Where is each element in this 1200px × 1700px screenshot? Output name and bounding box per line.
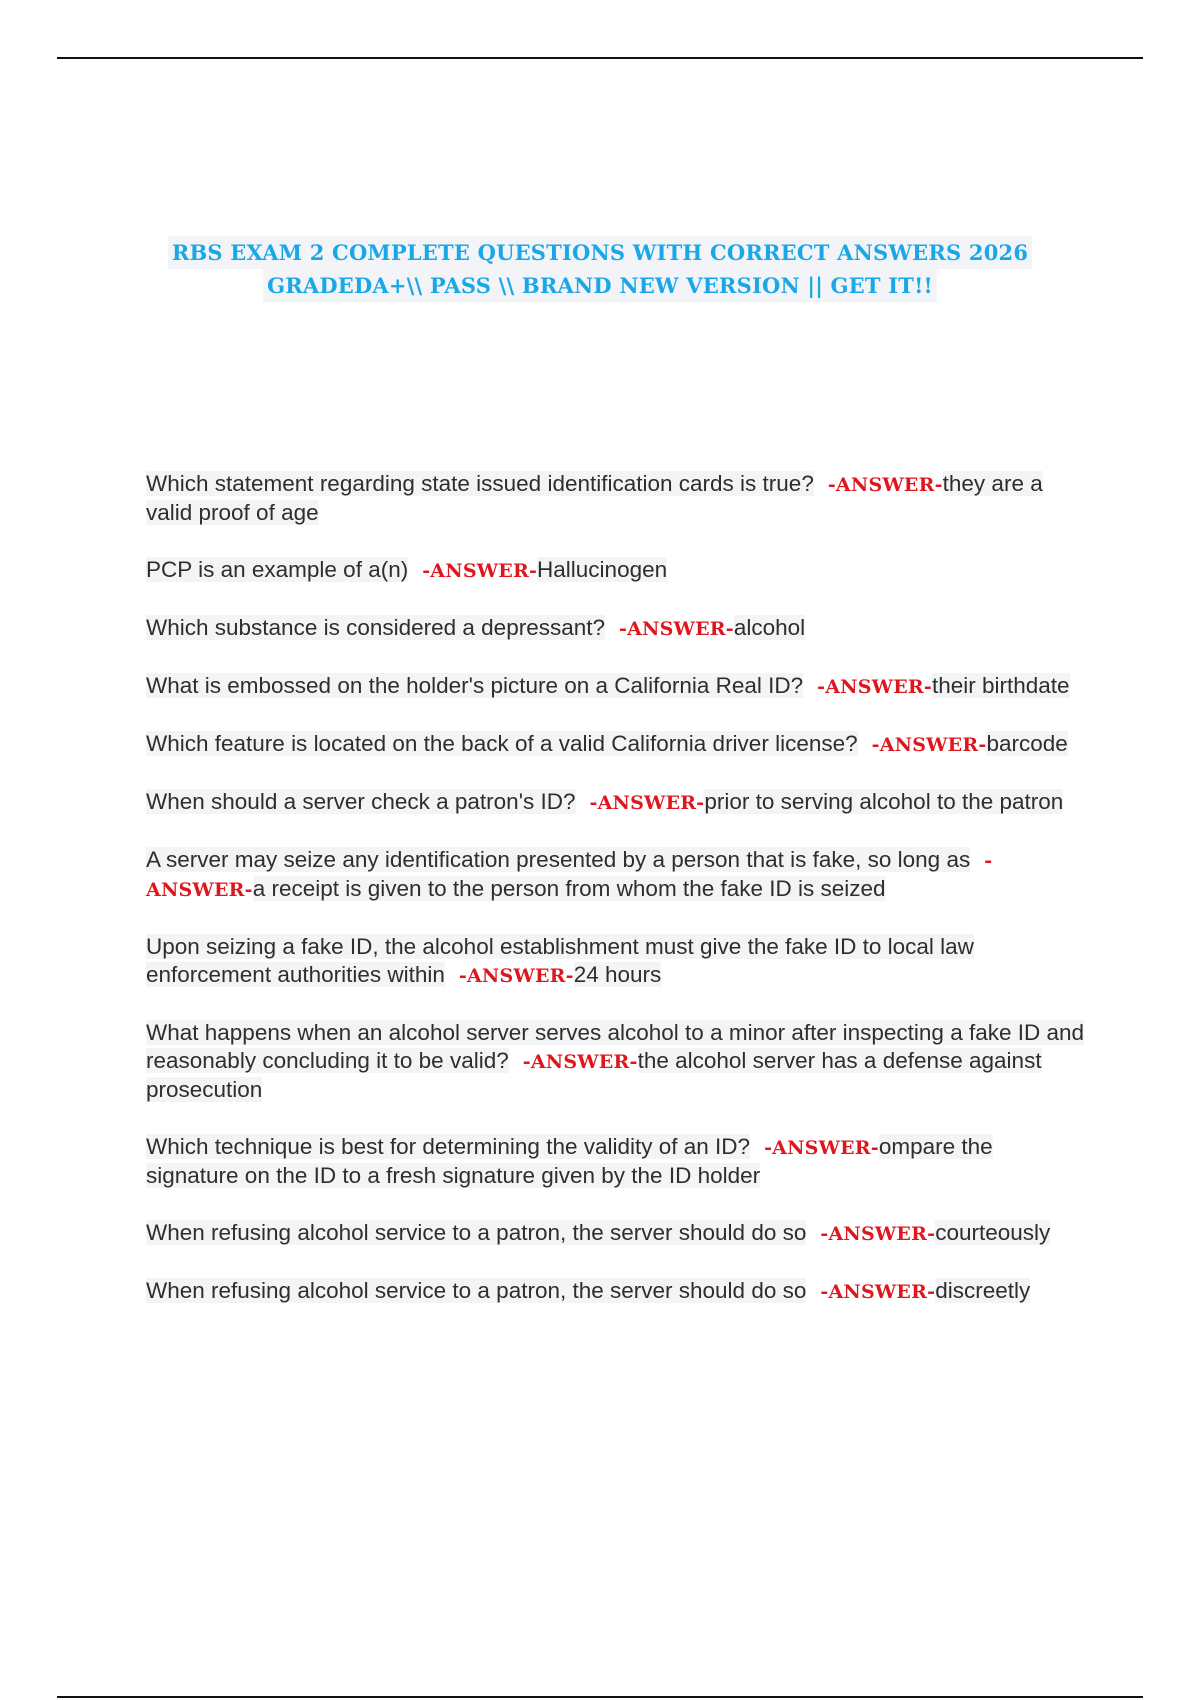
question-text: Which technique is best for determining the validity of an ID? [146, 1134, 751, 1159]
answer-text: their birthdate [931, 673, 1070, 698]
question-text: When refusing alcohol service to a patron, the server should do so [146, 1220, 807, 1245]
question-text: What happens when an alcohol server serves alcohol to a minor after inspecting a fake ID and reasonably concluding it to be valid? [146, 1020, 1085, 1073]
qa-item [146, 470, 1086, 527]
title-line-2: GRADEDA+\\ PASS \\ BRAND NEW VERSION || GET IT!! [263, 269, 937, 302]
question-text: When refusing alcohol service to a patron, the server should do so [146, 1278, 807, 1303]
qa-item [146, 1277, 1086, 1306]
question-text: Upon seizing a fake ID, the alcohol establishment must give the fake ID to local law enforcement authorities within [146, 934, 974, 987]
header-rule [57, 57, 1143, 59]
answer-text: discreetly [935, 1278, 1031, 1303]
question-text: Which feature is located on the back of a valid California driver license? [146, 731, 858, 756]
question-text: PCP is an example of a(n) [146, 557, 409, 582]
question-text: Which statement regarding state issued identification cards is true? [146, 471, 814, 496]
answer-marker: -ANSWER- [619, 618, 734, 640]
answer-text: the alcohol server has a defense against prosecution [146, 1048, 1042, 1102]
qa-item [146, 933, 1086, 990]
qa-item [146, 730, 1086, 759]
qa-item [146, 614, 1086, 643]
answer-text: courteously [935, 1220, 1051, 1245]
qa-item [146, 1133, 1086, 1190]
answer-text: barcode [986, 731, 1068, 756]
qa-item [146, 1019, 1086, 1104]
answer-text: a receipt is given to the person from whom the fake ID is seized [252, 876, 886, 901]
qa-item [146, 556, 1086, 585]
question-text: What is embossed on the holder's picture on a California Real ID? [146, 673, 804, 698]
qa-item [146, 846, 1086, 904]
answer-marker: -ANSWER- [817, 676, 932, 698]
answer-marker: -ANSWER- [820, 1223, 936, 1245]
answer-marker: -ANSWER- [422, 560, 538, 582]
answer-marker: -ANSWER- [827, 474, 943, 496]
qa-item [146, 1219, 1086, 1248]
answer-text: ompare the signature on the ID to a fresh signature given by the ID holder [146, 1134, 993, 1188]
answer-text: Hallucinogen [537, 557, 668, 582]
answer-marker: -ANSWER- [146, 850, 993, 901]
question-text: Which substance is considered a depressant? [146, 615, 606, 640]
answer-marker: -ANSWER- [589, 792, 705, 814]
answer-marker: -ANSWER- [458, 965, 574, 987]
title-line-1: RBS EXAM 2 COMPLETE QUESTIONS WITH CORRECT ANSWERS 2026 [168, 236, 1032, 269]
qa-item [146, 672, 1086, 701]
answer-marker: -ANSWER- [820, 1281, 936, 1303]
document-title [150, 236, 1050, 302]
answer-text: prior to serving alcohol to the patron [704, 789, 1064, 814]
answer-marker: -ANSWER- [522, 1051, 638, 1073]
footer-rule [57, 1696, 1143, 1698]
question-text: When should a server check a patron's ID? [146, 789, 576, 814]
answer-text: they are a valid proof of age [146, 471, 1043, 525]
qa-list [146, 470, 1086, 1306]
question-text: A server may seize any identification presented by a person that is fake, so long as [146, 847, 971, 872]
answer-marker: -ANSWER- [764, 1137, 879, 1159]
answer-marker: -ANSWER- [871, 734, 987, 756]
answer-text: 24 hours [573, 962, 662, 987]
qa-item [146, 788, 1086, 817]
answer-text: alcohol [733, 615, 806, 640]
